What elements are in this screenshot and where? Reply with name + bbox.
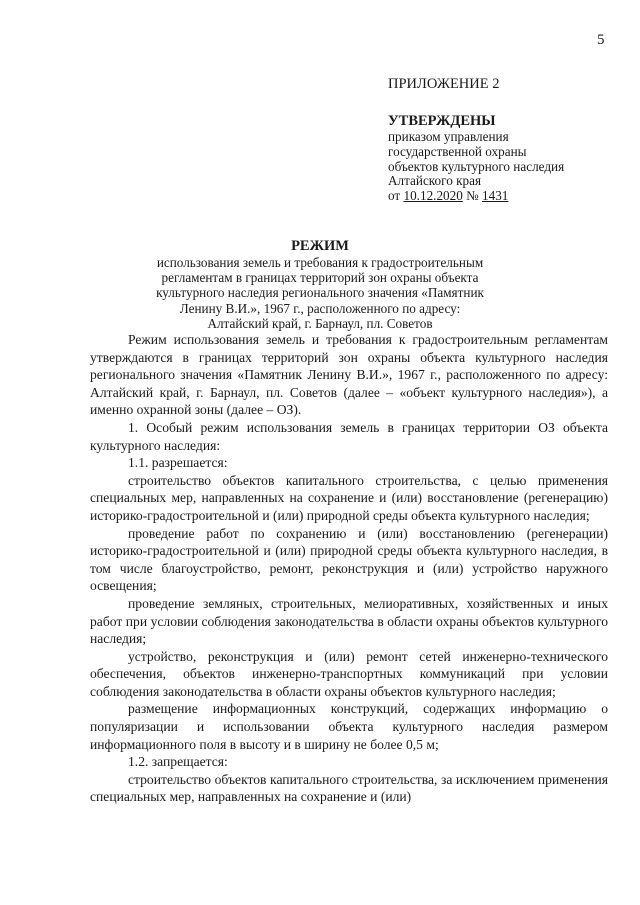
regime-subtitle-line: Алтайский край, г. Барнаул, пл. Советов: [207, 315, 433, 331]
regime-subtitle-line: использования земель и требования к градостроительным: [156, 255, 484, 270]
regime-subtitle-line: регламентам в границах территорий зон охраны объекта: [161, 270, 479, 286]
allowed-item: строительство объектов капитального строительства, с целью применения специальных мер, направленных на сохранение и (или) восстановление (регенерацию) историко-градостроительной и (или) природной среды объекта культурного наследия;: [90, 472, 608, 523]
allowed-item: размещение информационных конструкций, содержащих информацию о популяризации и использовании объекта культурного наследия размером информационного поля в высоту и в ширину не более 0,5 м;: [90, 701, 608, 752]
number-sign: №: [462, 188, 483, 204]
approval-line: Алтайского края: [388, 173, 482, 189]
regime-heading: [60, 238, 580, 331]
allowed-item: проведение работ по сохранению и (или) восстановлению (регенерации) историко-градостроительной и (или) природной среды объекта культурного наследия, в том числе благоустройство, ремонт, реконструкция и (или) устройство наружного освещения;: [90, 525, 608, 594]
approval-date-line: [388, 189, 564, 204]
subsection-1-1-heading: 1.1. разрешается:: [128, 455, 228, 471]
approval-title: УТВЕРЖДЕНЫ: [388, 113, 496, 129]
approval-date: 10.12.2020: [403, 188, 463, 204]
approval-line: объектов культурного наследия: [388, 158, 565, 174]
page-number: 5: [597, 32, 605, 48]
allowed-item: устройство, реконструкция и (или) ремонт сетей инженерно-технического обеспечения, объектов инженерно-транспортных коммуникаций при условии соблюдения законодательства в области охраны объектов культурного наследия;: [90, 648, 608, 699]
regime-subtitle-line: Ленину В.И.», 1967 г., расположенного по адресу:: [179, 300, 461, 316]
subsection-1-2-heading: 1.2. запрещается:: [128, 754, 228, 770]
allowed-item: проведение земляных, строительных, мелиоративных, хозяйственных и иных работ при условии соблюдения законодательства в области охраны объектов культурного наследия;: [90, 595, 608, 647]
regime-subtitle-line: культурного наследия регионального значения «Памятник: [156, 285, 484, 301]
document-body: [90, 331, 608, 806]
intro-paragraph: Режим использования земель и требования к градостроительным регламентам утверждаются в границах территорий зон охраны объекта культурного наследия регионального значения «Памятник Ленину В.И.», 1967 г., расположенного по адресу: Алтайский край, г. Барнаул, пл. Советов (далее – «объект культурного наследия»), а именно охранной зоны (далее – ОЗ).: [90, 332, 608, 418]
appendix-label: ПРИЛОЖЕНИЕ 2: [388, 76, 500, 92]
approval-line: приказом управления: [388, 129, 509, 144]
regime-title: РЕЖИМ: [291, 238, 349, 254]
approval-number: 1431: [482, 188, 509, 204]
approval-line: государственной охраны: [388, 143, 527, 159]
section-1-heading: 1. Особый режим использования земель в границах территории ОЗ объекта культурного наследия:: [90, 419, 608, 453]
date-prefix: от: [388, 188, 404, 204]
approval-block: [388, 112, 564, 204]
prohibited-item: строительство объектов капитального строительства, за исключением применения специальных мер, направленных на сохранение и (или): [90, 771, 608, 805]
